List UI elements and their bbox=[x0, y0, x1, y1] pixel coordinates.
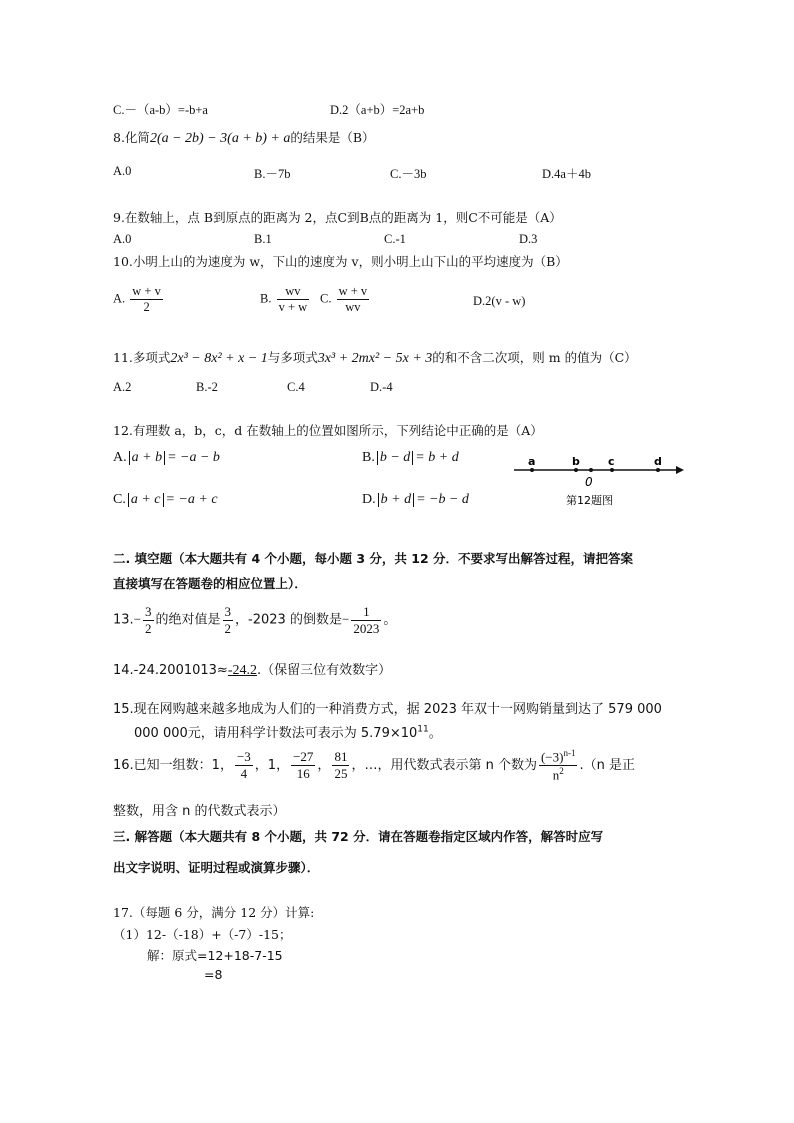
q9-option-c: C.-1 bbox=[384, 232, 406, 246]
q12-option-c-rhs: = −a + c bbox=[165, 492, 218, 507]
q11-polynomial-1: 2x³ − 8x² + x − 1 bbox=[170, 351, 268, 366]
q16-f3-den: 25 bbox=[334, 765, 348, 781]
section-2-heading-line-1: 二. 填空题（本大题共有 4 个小题，每小题 3 分，共 12 分．不要求写出解答过程，请把答案 bbox=[113, 551, 634, 566]
q10-option-c bbox=[320, 284, 371, 315]
q14-suffix: .（保留三位有效数字） bbox=[257, 663, 392, 678]
question-8-stem bbox=[113, 128, 375, 147]
q15-line2-suffix: 。 bbox=[428, 726, 442, 741]
q8-option-a: A.0 bbox=[113, 164, 132, 178]
question-15-line-2 bbox=[134, 722, 442, 741]
q10-option-a bbox=[113, 284, 165, 315]
q12-option-b-inner: b − d bbox=[379, 450, 411, 465]
question-15-line-1: 15.现在网购越来越多地成为人们的一种消费方式，据 2023 年双十一网购销量到达了 579 000 bbox=[113, 702, 662, 717]
q12-option-c-inner: a + c bbox=[130, 492, 161, 507]
q13-frac1-den: 2 bbox=[145, 620, 152, 636]
q16-answer-denominator: n bbox=[552, 767, 560, 783]
label-zero: 0 bbox=[585, 475, 593, 489]
figure-caption: 第12题图 bbox=[566, 494, 613, 507]
q7-option-c: C.－（a-b）=-b+a bbox=[113, 103, 208, 117]
q10-option-c-label: C. bbox=[320, 291, 332, 306]
q14-prefix: 14.-24.2001013≈ bbox=[113, 663, 228, 678]
q8-option-c: C.－3b bbox=[390, 167, 427, 181]
q13-mid1: 的绝对值是 bbox=[155, 612, 221, 628]
number-line-arrow-icon bbox=[676, 466, 684, 474]
q15-exponent: 11 bbox=[417, 724, 429, 735]
q10-option-b bbox=[260, 284, 311, 315]
q11-mid: 与多项式 bbox=[267, 350, 318, 365]
q11-suffix: 的和不含二次项，则 m 的值为（C） bbox=[432, 350, 637, 365]
q11-option-a: A.2 bbox=[113, 380, 132, 394]
question-10-stem: 10.小明上山的为速度为 w，下山的速度为 v，则小明上山下山的平均速度为（B） bbox=[113, 254, 568, 269]
q10-option-a-label: A. bbox=[113, 291, 126, 306]
q12-option-d-inner: b + d bbox=[380, 492, 412, 507]
question-11-stem bbox=[113, 348, 637, 367]
q17-solution-line-1: 解：原式=12+18-7-15 bbox=[147, 948, 283, 963]
question-9-stem: 9.在数轴上，点 B到原点的距离为 2，点C到B点的距离为 1，则C不可能是（A） bbox=[113, 210, 562, 225]
q13-frac3-den: 2023 bbox=[353, 620, 380, 636]
q8-option-d: D.4a＋4b bbox=[542, 167, 591, 181]
q10-option-d: D.2(v - w) bbox=[473, 294, 526, 308]
question-16-line-1 bbox=[113, 748, 635, 783]
q12-option-d-rhs: = −b − d bbox=[416, 492, 469, 507]
q12-option-d-label: D. bbox=[362, 492, 376, 507]
q10-option-a-numerator: w + v bbox=[132, 284, 161, 298]
q10-option-b-numerator: wv bbox=[277, 284, 310, 300]
q14-answer: -24.2 bbox=[227, 663, 258, 678]
q16-sep1: ，1， bbox=[254, 757, 290, 773]
q10-option-c-denominator: wv bbox=[345, 300, 361, 314]
q16-mid: ，…，用代数式表示第 n 个数为 bbox=[351, 757, 537, 773]
q13-frac2-den: 2 bbox=[224, 620, 232, 636]
question-14 bbox=[113, 659, 391, 679]
question-16-line-2: 整数，用含 n 的代数式表示） bbox=[113, 804, 286, 819]
q15-line2-prefix: 000 000元，请用科学计数法可表示为 5.79×10 bbox=[134, 726, 418, 741]
q13-neg-sign: − bbox=[133, 611, 142, 627]
q8-option-b: B.－7b bbox=[254, 167, 291, 181]
question-12-stem: 12.有理数 a，b，c，d 在数轴上的位置如图所示，下列结论中正确的是（A） bbox=[113, 423, 543, 438]
q16-f2-num: −27 bbox=[293, 749, 314, 765]
q17-solution-line-2: =8 bbox=[204, 967, 223, 982]
q9-option-d: D.3 bbox=[519, 232, 538, 246]
label-b: b bbox=[572, 455, 580, 468]
q16-answer-denominator-exponent: 2 bbox=[559, 765, 564, 776]
q16-f1-den: 4 bbox=[240, 765, 248, 781]
q13-neg-sign-2: − bbox=[341, 611, 350, 627]
q16-suffix: .（n 是正 bbox=[579, 757, 635, 773]
q8-suffix: 的结果是（B） bbox=[290, 130, 375, 145]
q12-option-a-inner: a + b bbox=[131, 450, 163, 465]
label-d: d bbox=[654, 455, 662, 468]
number-line-figure bbox=[510, 448, 686, 510]
section-2-heading-line-2: 直接填写在答题卷的相应位置上）． bbox=[113, 576, 307, 591]
section-3-heading-line-2: 出文字说明、证明过程或演算步骤）． bbox=[113, 860, 320, 875]
label-c: c bbox=[608, 455, 615, 468]
q12-option-a bbox=[113, 450, 220, 466]
question-17-part-1: （1）12-（-18）+（-7）-15； bbox=[113, 927, 292, 942]
q12-option-c-label: C. bbox=[113, 492, 126, 507]
q12-option-b-label: B. bbox=[362, 450, 375, 465]
point-c-dot bbox=[610, 468, 614, 472]
q16-answer-base: (−3) bbox=[540, 749, 564, 765]
q16-f3-num: 81 bbox=[334, 749, 348, 765]
q16-sep2: ， bbox=[317, 757, 331, 773]
point-d-dot bbox=[656, 468, 660, 472]
q13-frac2-num: 3 bbox=[224, 604, 232, 619]
q9-option-b: B.1 bbox=[254, 232, 272, 246]
q10-option-b-denominator: v + w bbox=[278, 300, 308, 314]
q11-prefix: 11.多项式 bbox=[113, 350, 171, 365]
q11-polynomial-2: 3x³ + 2mx² − 5x + 3 bbox=[317, 351, 433, 366]
q16-f1-num: −3 bbox=[236, 749, 251, 765]
q12-option-b-rhs: = b + d bbox=[415, 450, 459, 465]
q12-option-c bbox=[113, 492, 218, 508]
q13-mid2: ，-2023 的倒数是 bbox=[235, 612, 342, 628]
q16-f2-den: 16 bbox=[296, 765, 310, 781]
q12-option-b bbox=[362, 450, 459, 466]
q10-option-a-denominator: 2 bbox=[143, 300, 150, 314]
origin-dot bbox=[589, 468, 593, 472]
section-3-heading-line-1: 三. 解答题（本大题共有 8 个小题，共 72 分．请在答题卷指定区域内作答，解答时应写 bbox=[113, 829, 604, 844]
q11-option-b: B.-2 bbox=[196, 380, 218, 394]
q8-prefix: 8.化简 bbox=[113, 130, 150, 145]
q9-option-a: A.0 bbox=[113, 232, 132, 246]
point-a-dot bbox=[530, 468, 534, 472]
q13-frac3-num: 1 bbox=[351, 604, 381, 621]
question-13 bbox=[113, 604, 396, 636]
question-17-stem: 17.（每题 6 分，满分 12 分）计算: bbox=[113, 905, 315, 920]
point-b-dot bbox=[574, 468, 578, 472]
q12-option-d bbox=[362, 492, 469, 508]
q12-option-a-label: A. bbox=[113, 450, 127, 465]
q7-option-d: D.2（a+b）=2a+b bbox=[330, 103, 425, 117]
q11-option-d: D.-4 bbox=[370, 380, 393, 394]
q8-expression: 2(a − 2b) − 3(a + b) + a bbox=[149, 131, 291, 146]
q16-answer-exponent: n-1 bbox=[563, 748, 576, 758]
q11-option-c: C.4 bbox=[287, 380, 305, 394]
label-a: a bbox=[528, 455, 536, 468]
q10-option-c-numerator: w + v bbox=[338, 284, 368, 298]
q16-prefix: 16.已知一组数：1， bbox=[113, 757, 233, 773]
q13-frac1-num: 3 bbox=[145, 604, 152, 619]
q12-option-a-rhs: = −a − b bbox=[167, 450, 220, 465]
q13-end: 。 bbox=[383, 612, 397, 628]
q10-option-b-label: B. bbox=[260, 291, 272, 306]
q13-number: 13. bbox=[113, 612, 134, 628]
